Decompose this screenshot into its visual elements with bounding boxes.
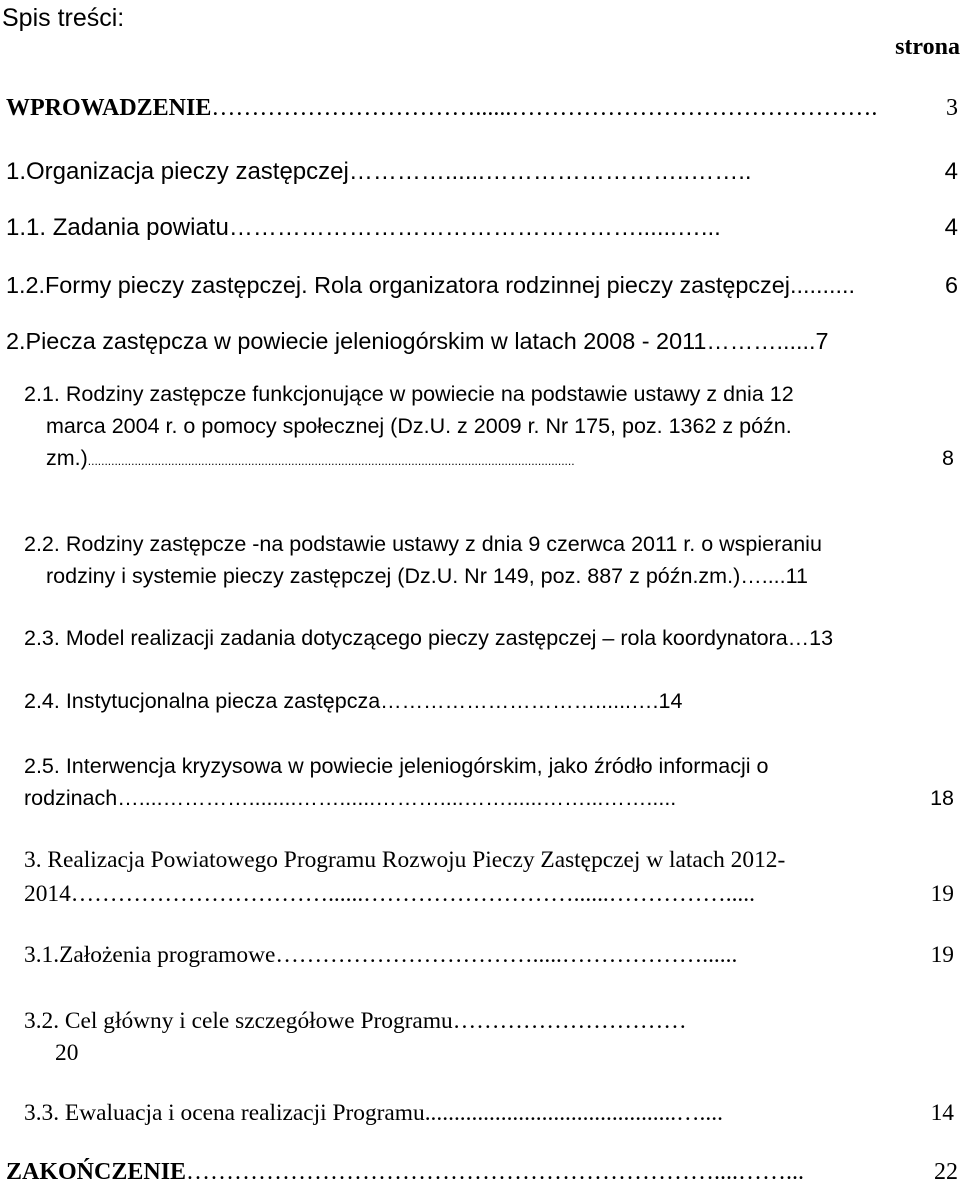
toc-entry-text: 2.Piecza zastępcza w powiecie jeleniogórskim w latach 2008 - 2011 (6, 328, 707, 354)
toc-entry-text: 1.1. Zadania powiatu (6, 214, 229, 241)
toc-leader: .......... (789, 272, 855, 298)
toc-entry-text: 3.1.Założenia programowe (24, 942, 276, 968)
toc-page-number: 18 (930, 786, 954, 810)
toc-entry-2-2[interactable] (24, 528, 954, 592)
toc-leader: …………………………………………………………....……... (186, 1159, 805, 1185)
toc-entry-3-3[interactable] (24, 1097, 954, 1129)
toc-leader: ….... (740, 564, 786, 588)
toc-entry-text: rodzinach (24, 786, 118, 810)
toc-entry-2-4[interactable] (24, 685, 682, 717)
toc-heading: Spis treści: (2, 4, 125, 32)
toc-leader: .................................................................................................................................................. (87, 454, 575, 468)
toc-page-number: 3 (946, 95, 958, 121)
toc-page-number: 19 (930, 942, 954, 968)
toc-entry-text: 2.4. Instytucjonalna piecza zastępcza (24, 689, 381, 713)
toc-leader: … (787, 626, 810, 650)
toc-page-number: 19 (930, 881, 954, 907)
toc-leader: …………………………......…. (380, 689, 659, 713)
toc-leader: …………………………….....………………...... (275, 942, 738, 968)
toc-entry-2-1[interactable] (24, 378, 954, 477)
toc-page-number: 6 (944, 272, 958, 298)
toc-page-number: 7 (815, 328, 829, 354)
toc-entry-2[interactable] (6, 325, 829, 357)
toc-page-number: 13 (809, 626, 834, 650)
toc-leader: ……………………………......………………………......……………..... (70, 881, 755, 907)
toc-entry-line: 2.1. Rodziny zastępcze funkcjonujące w powiecie na podstawie ustawy z dnia 12 (24, 382, 794, 406)
toc-leader: ……………………………......………………………………………. (211, 95, 878, 121)
toc-entry-2-5[interactable] (24, 750, 954, 814)
toc-entry-text: 2014 (24, 881, 71, 907)
toc-leader: ……………………………………………......…... (228, 214, 721, 241)
toc-entry-text: zm.) (46, 446, 88, 470)
toc-page-number: 20 (55, 1040, 79, 1066)
page-column-label: strona (895, 34, 960, 60)
toc-entry-text: 2.3. Model realizacji zadania dotyczącego pieczy zastępczej – rola koordynatora (24, 626, 788, 650)
toc-entry-text: 3.2. Cel główny i cele szczegółowe Programu (24, 1008, 453, 1034)
toc-entry-text: ZAKOŃCZENIE (6, 1159, 187, 1185)
toc-leader: …....…………........……......………....……......……...……..... (117, 786, 677, 810)
toc-leader: ………...... (706, 328, 816, 354)
toc-entry-3[interactable] (24, 843, 954, 911)
toc-entry-line: 2.5. Interwencja kryzysowa w powiecie jeleniogórskim, jako źródło informacji o (24, 754, 769, 778)
toc-entry-line: marca 2004 r. o pomocy społecznej (Dz.U. z 2009 r. Nr 175, poz. 1362 z późn. (46, 414, 792, 438)
toc-leader: …………......……………………..…….. (348, 158, 752, 185)
toc-entry-introduction[interactable] (6, 92, 958, 124)
toc-leader: ………………………… (452, 1008, 687, 1034)
toc-entry-text: 3.3. Ewaluacja i ocena realizacji Programu (24, 1100, 425, 1126)
toc-entry-2-3[interactable] (24, 622, 833, 654)
toc-entry-text: WPROWADZENIE (6, 95, 212, 121)
toc-entry-1-1[interactable] (6, 212, 958, 244)
toc-page-number: 22 (934, 1159, 958, 1185)
toc-entry-conclusion[interactable] (6, 1156, 958, 1188)
toc-page-number: 4 (944, 214, 958, 241)
toc-page-number: 14 (658, 689, 683, 713)
toc-entry-line: 2.2. Rodziny zastępcze -na podstawie ustawy z dnia 9 czerwca 2011 r. o wspieraniu (24, 532, 822, 556)
toc-entry-line: 3. Realizacja Powiatowego Programu Rozwoju Pieczy Zastępczej w latach 2012- (24, 847, 786, 873)
toc-entry-text: 1.Organizacja pieczy zastępczej (6, 158, 349, 185)
toc-page-number: 14 (930, 1100, 954, 1126)
toc-entry-1-2[interactable] (6, 269, 958, 301)
toc-entry-text: rodziny i systemie pieczy zastępczej (Dz.U. Nr 149, poz. 887 z późn.zm.) (46, 564, 741, 588)
toc-page-number: 8 (942, 446, 954, 470)
toc-page-number: 4 (944, 158, 958, 185)
toc-page-number: 11 (785, 564, 808, 588)
toc-entry-1[interactable] (6, 156, 958, 188)
toc-leader: ...........................................….... (424, 1100, 723, 1126)
toc-entry-3-1[interactable] (24, 939, 954, 971)
toc-entry-text: 1.2.Formy pieczy zastępczej. Rola organizatora rodzinnej pieczy zastępczej (6, 272, 790, 298)
toc-entry-3-2[interactable] (24, 1005, 954, 1069)
